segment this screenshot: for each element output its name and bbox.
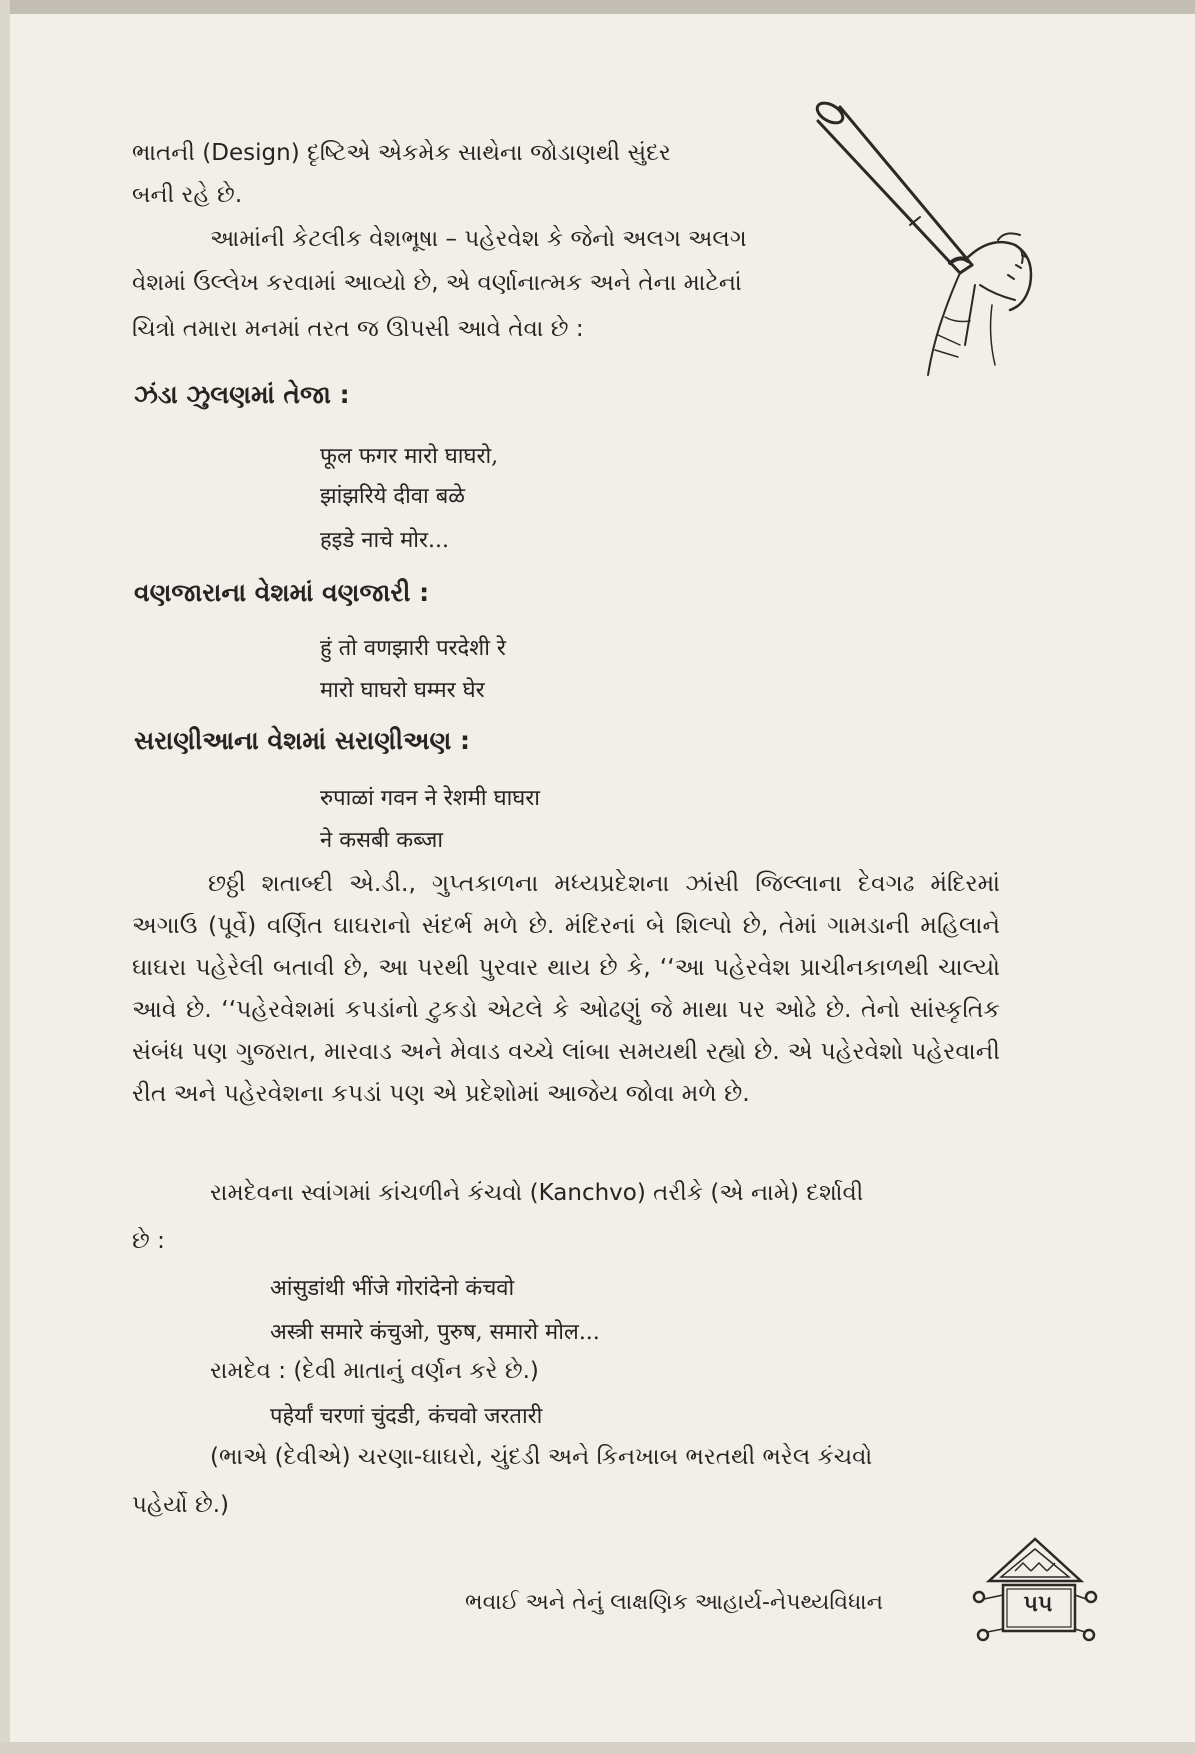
intro-line-3: આમાંની કેટલીક વેશભૂષા – પહેરવેશ કે જેનો અલગ અલગ [210, 226, 747, 252]
horn-blower-icon [810, 95, 1130, 395]
intro-line-5: ચિત્રો તમારા મનમાં તરત જ ઊપસી આવે તેવા છે : [132, 316, 584, 342]
body-paragraph-2-line-1: રામદેવના સ્વાંગમાં કાંચળીને કંચવો (Kanchvo) તરીકે (એ નામે) દર્શાવી [210, 1180, 864, 1206]
intro-line-2: બની રહે છે. [132, 182, 243, 208]
section-heading-1: ઝંડા ઝુલણમાં તેજા : [134, 380, 350, 409]
closing-line-1: (ભાએ (દેવીએ) ચરણા-ઘાઘરો, ચુંદડી અને કિનખાબ ભરતથી ભરેલ કંચવો [210, 1444, 873, 1470]
ornate-frame-icon [965, 1535, 1105, 1645]
ramdev-line: રામદેવ : (દેવી માતાનું વર્ણન કરે છે.) [210, 1358, 539, 1384]
intro-line-1: ભાતની (Design) દૃષ્ટિએ એકમેક સાથેના જોડાણથી સુંદર [132, 140, 671, 166]
verse-1-line-2: झांझरिये दीवा बळे [320, 484, 465, 509]
verse-3-line-2: ने कसबी कब्जा [320, 828, 444, 853]
closing-line-2: પહેર્યો છે.) [132, 1492, 230, 1518]
verse-2-line-2: मारो घाघरो घम्मर घेर [320, 678, 485, 703]
running-footer-title: ભવાઈ અને તેનું લાક્ષણિક આહાર્ય-નેપથ્યવિધાન [465, 1590, 884, 1615]
verse-1-line-3: हइडे नाचे मोर... [320, 528, 449, 553]
intro-line-4: વેશમાં ઉલ્લેખ કરવામાં આવ્યો છે, એ વર્ણાનાત્મક અને તેના માટેનાં [132, 270, 742, 296]
verse-1-line-1: फूल फगर मारो घाघरो, [320, 444, 499, 469]
section-heading-2: વણજારાના વેશમાં વણજારી : [134, 578, 430, 607]
verse-4-line-1: आंसुडांथी भींजे गोरांदेनो कंचवो [270, 1276, 515, 1301]
section-heading-3: સરાણીઆના વેશમાં સરાણીઅણ : [134, 726, 470, 755]
verse-4-line-2: अस्त्री समारे कंचुओ, पुरुष, समारो मोल... [270, 1320, 600, 1345]
body-paragraph-2-line-2: છે : [132, 1228, 165, 1254]
verse-5-line-1: पहेर्यां चरणां चुंदडी, कंचवो जरतारी [270, 1404, 543, 1429]
page-number: ૫૫ [1023, 1592, 1053, 1617]
verse-2-line-1: हुं तो वणझारी परदेशी रे [320, 636, 506, 661]
verse-3-line-1: रुपाळां गवन ने रेशमी घाघरा [320, 786, 540, 811]
page-edge-top [0, 0, 1195, 14]
body-paragraph-1: છઠ્ઠી શતાબ્દી એ.ડી., ગુપ્તકાળના મધ્યપ્રદેશના ઝાંસી જિલ્લાના દેવગઢ મંદિરમાં અગાઉ (પૂર્વે) વર્ણિત ઘાઘરાનો સંદર્ભ મળે છે. મંદિરનાં બે શિલ્પો છે, તેમાં ગામડાની મહિલાને ઘાઘરા પહેરેલી બતાવી છે, આ પરથી પુરવાર થાય છે કે, ‘‘આ પહેરવેશ પ્રાચીનકાળથી ચાલ્યો આવે છે. ‘‘પહેરવેશમાં કપડાંનો ટુકડો એટલે કે ઓઢણું જે માથા પર ઓઢે છે. તેનો સાંસ્કૃતિક સંબંધ પણ ગુજરાત, મારવાડ અને મેવાડ વચ્ચે લાંબા સમયથી રહ્યો છે. એ પહેરવેશો પહેરવાની રીત અને પહેરવેશના કપડાં પણ એ પ્રદેશોમાં આજેય જોવા મળે છે. [132, 869, 1000, 1107]
page-edge-left [0, 0, 10, 1754]
page-edge-bottom [0, 1742, 1195, 1754]
